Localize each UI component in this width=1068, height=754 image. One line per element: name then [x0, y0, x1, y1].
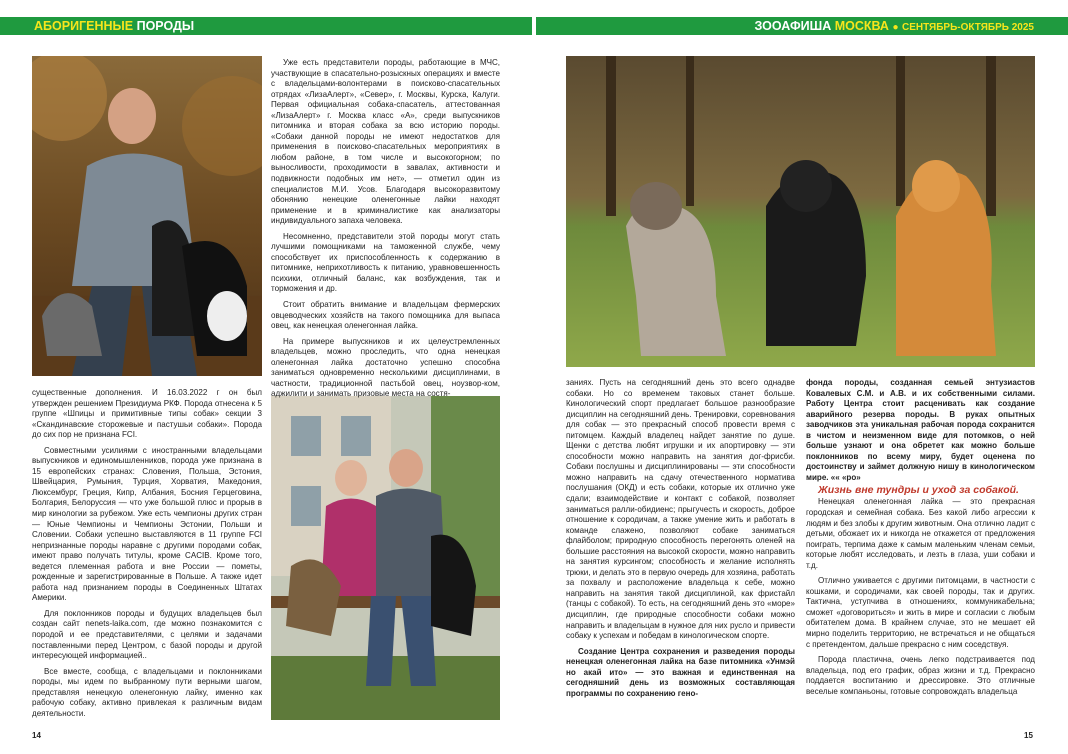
paragraph: Отлично уживается с другими питомцами, в частности с кошками, и сородичами, как своей породы, так и других. Тактична, уступчива в отношениях, коммуникабельна; сможет «договориться» и жить в мире и согласии с любым обитателем дома. В крайнем случае, это не мешает ей мирно поделить территорию, не встречаться и не общаться с претендентом, дальше прекрасно с ним соседствуя. — [806, 576, 1035, 649]
bullet-icon: ● — [892, 22, 899, 33]
paragraph: Ненецкая оленегонная лайка — это прекрасная городская и семейная собака. Без какой либо агрессии к людям и без злобы к другим животным. Она отлично ладит с детьми, обожает их и никогда не откажется от предложения поиграть, терпима даже к самым маленьким членам семьи, которые любят исследовать, и лезть в глаза, уши собаки и т.д. — [806, 497, 1035, 570]
paragraph: Совместными усилиями с иностранными владельцами выпускников и единомышленников, порода уже признана в 15 европейских странах: Словения, Польша, Эстония, Швейцария, Румыния, Турция, Хорватия, Македония, Люксембург, Греция, Кипр, Албания, Босния Герцеговина, Болгария, Белоруссия — что уже большой плюс и прорыв в мир кинологии за рубежом. Уже есть чемпионы других стран — Юные Чемпионы и Чемпионы Эстонии, Польши и Словении. Собаки успешно выставляются в 11 группе FCI непризнанные породы наравне с другими породами собак, имеют право получать титулы, кроме CACIB. Кроме того, ведется племенная работа и вне России — пометы, рожденные и зарегистрированные в Польше. А также идет работа над признанием породы в Соединенных Штатах Америки. — [32, 445, 262, 603]
section-heading: Жизнь вне тундры и уход за собакой. — [818, 484, 1019, 497]
paragraph: Стоит обратить внимание и владельцам фермерских овцеводческих хозяйств на такого помощника для выпаса овец, как ненецкая оленегонная лайка. — [271, 300, 500, 331]
paragraph: На примере выпускников и их целеустремленных владельцев, можно проследить, что одна ненецкая оленегонная лайка достаточно успешно способна заниматься одновременно несколькими дисциплинами, в частности, традиционной пастьбой овец, ноузвор-ком, аджилити и занимать призовые места на состя- — [271, 336, 500, 399]
issue-date: СЕНТЯБРЬ-ОКТЯБРЬ 2025 — [901, 22, 1034, 33]
page-number-right: 15 — [1024, 731, 1033, 740]
paragraph: Для поклонников породы и будущих владельцев был создан сайт nenets-laika.com, где можно познакомится с породой и ее представителями, с целями и задачами поставленными перед Центром, с базой породы и другой интересующей информацией.. — [32, 608, 262, 661]
photo-three-dogs — [566, 56, 1035, 367]
text-column-3 — [566, 378, 795, 699]
header-bar — [0, 0, 1068, 36]
paragraph: Уже есть представители породы, работающие в МЧС, участвующие в спасательно-розыскных операциях и вместе с владельцами-волонтерами в поисково-спасательных отрядах «ЛизаАлерт», «Север», г. Москвы, Курска, Калуги. Первая официальная собака-спасатель, аттестованная «ЛизаАлерт» г. Москва класс «А», среди выпускников питомника и вторая собака за всю историю породы. «Собаки данной породы не имеют недостатков для применения в поисково-спасательных мероприятиях в любом районе, в том числе и высокогорном; по выносливости, проходимости в завалах, активности и подвижности подобных им нет», — отметил один из специалистов М.И. Усов. Благодаря высокоразвитому обонянию ненецкие оленегонные лайки находят применение и в криминалистике как анализаторы индивидуального запаха человека. — [271, 58, 500, 226]
text-column-4 — [806, 378, 1035, 697]
section-title-accent: АБОРИГЕННЫЕ — [34, 19, 134, 33]
paragraph: Порода пластична, очень легко подстраивается под владельца, под его график, образ жизни и т.д. Прекрасно поддается воспитанию и дрессировке. Это отличные веселые компаньоны, готовые сопровождать владельца — [806, 655, 1035, 696]
paragraph: существенные дополнения. И 16.03.2022 г он был утвержден решением Президиума РКФ. Порода отнесена к 5 группе «Шпицы и примитивные типы собак» секции 3 «Скандинавские сторожевые и пастушьи собаки». Порода до сих пор не признана FCI. — [32, 388, 262, 440]
paragraph: заниях. Пусть на сегодняшний день это всего однадве собаки. Но со временем таковых станет больше. Кинологический спорт предлагает большое разнообразие дисциплин на сегодняшний день. Тренировки, соревнования для собак — это прекрасный способ провести время с питомцем. Каждый владелец найдет занятие по душе. Щенки с детства любят игрушки и их апортировку — эти способности можно направить на занятия дог-фрисби. Собаки послушны и дисциплинированы — эти способности можно направить на сдачу отечественного норматива послушания (ОКД) и есть собаки, которые их отлично уже сдали; взаимодействие и контакт с собакой, позволяет заниматься ралли-обидиенс; прыгучесть и скорость, доброе отношение к сородичам, а также умение жить и работать в команде слажено, позволяют собаке заниматься флайболом; природную способность перегонять оленей на большие расстояния на высокой скорости, можно направить на занятия курсингом; способность и желание исполнять трюки, и делать это в первую очередь для хозяина, работать за похвалу и расположение владельца к себе, можно направить на занятия такой дисциплиной, как фристайл (танцы с собакой). То есть, на сегодняшний день это «море» дисциплин, где природные способности собаки можно направить и владельцам в нужное для них русло и привести собаку к успехам и победам в кинологическом спорте. — [566, 378, 795, 641]
page-number-left: 14 — [32, 731, 41, 740]
section-title — [34, 17, 194, 35]
magazine-brand: ЗООАФИША — [754, 19, 832, 33]
photo-man-with-dogs — [32, 56, 262, 376]
paragraph-bold: Создание Центра сохранения и разведения породы ненецкая оленегонная лайка на базе питомника «Унмэй но акай ито» — это важная и единственная на сегодняшний день из возможных составляющая программы по сохранению гено- — [566, 646, 795, 698]
magazine-title — [754, 17, 1034, 35]
magazine-city: МОСКВА — [834, 19, 889, 33]
text-column-1 — [32, 388, 262, 719]
photo-couple-on-bench — [271, 396, 500, 720]
paragraph: Несомненно, представители этой породы могут стать лучшими помощниками на таможенной службе, чему способствует их приспособленность к содержанию в питомнике, неприхотливость к питанию, уравновешенность психики, отличный баланс, как возбуждения, так и торможения и др. — [271, 231, 500, 294]
paragraph-bold: фонда породы, созданная семьей энтузиастов Ковалевых С.М. и А.В. и их собственными силами. Работу Центра стоит расценивать как создание аварийного резерва породы. В руках опытных заводчиков эта уникальная рабочая порода сохранится в чистом и неизменном виде для потомков, о ней больше узнают и она обретет как можно больше поклонников по всему миру, будет оценена по достоинству и займет должную нишу в кинологическом мире. «« «ро» — [806, 378, 1035, 482]
section-title-rest: ПОРОДЫ — [136, 19, 195, 33]
text-column-2 — [271, 58, 500, 400]
paragraph: Все вместе, сообща, с владельцами и поклонниками породы, мы идем по выбранному пути верными шагом, представляя ненецкую оленегонную лайку, именно как рабочую собаку, активно привлекая к различным видам деятельности. — [32, 666, 262, 718]
